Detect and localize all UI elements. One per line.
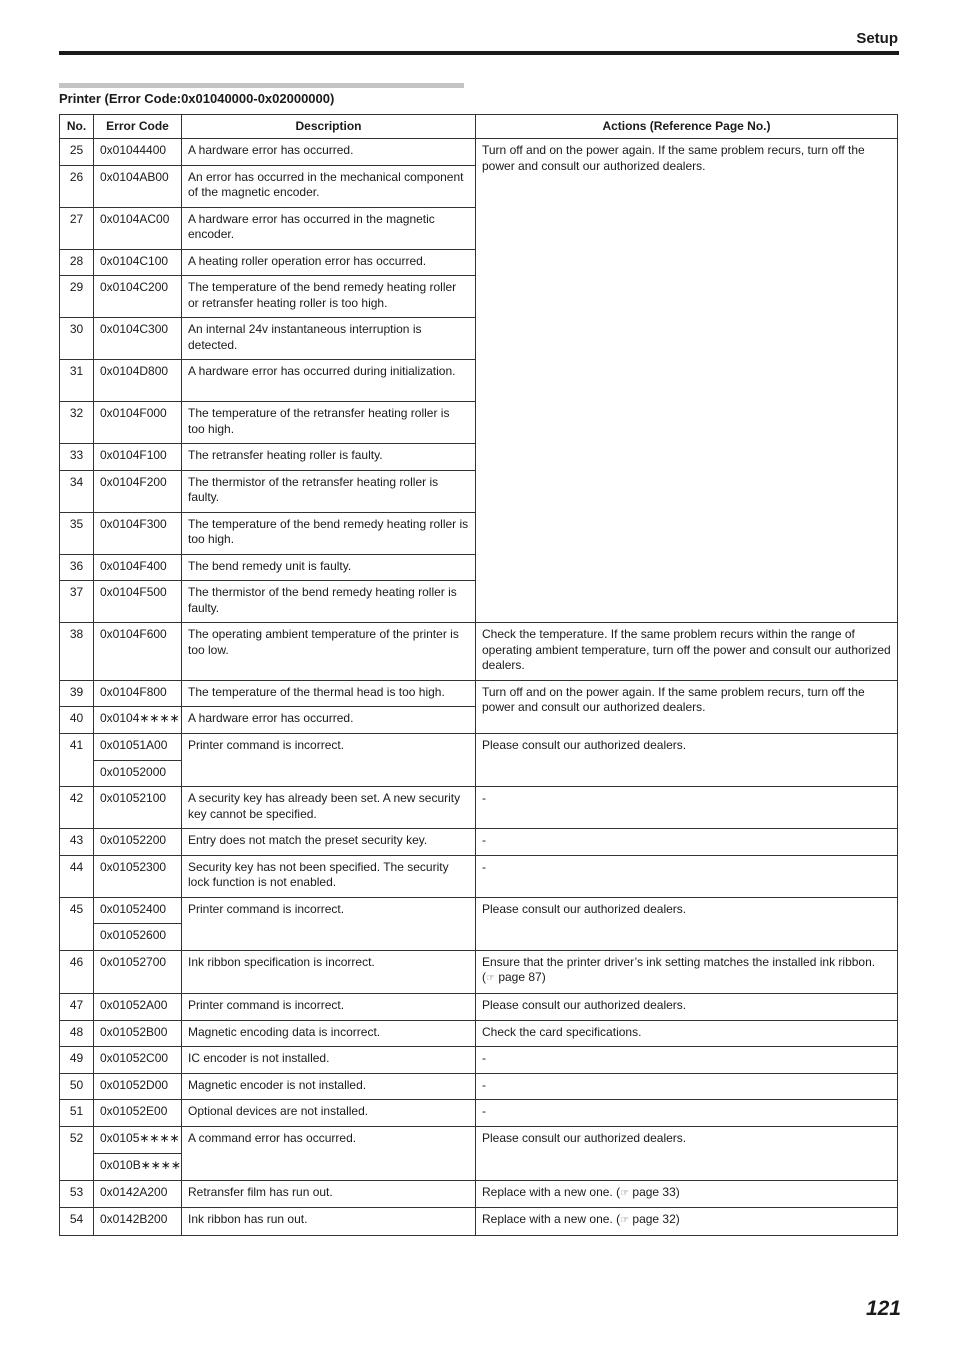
error-code: 0x0142B200 — [94, 1208, 182, 1236]
error-code: 0x0104F400 — [94, 554, 182, 581]
description: A hardware error has occurred. — [182, 707, 476, 734]
table-row — [60, 623, 898, 681]
row-number: 32 — [60, 402, 94, 444]
error-code: 0x01052200 — [94, 829, 182, 856]
error-code: 0x01052100 — [94, 787, 182, 829]
row-number: 43 — [60, 829, 94, 856]
error-code: 0x01052B00 — [94, 1020, 182, 1047]
row-number: 34 — [60, 470, 94, 512]
row-number: 45 — [60, 897, 94, 950]
section-header: Setup — [856, 30, 898, 47]
table-row — [60, 855, 898, 897]
description: Optional devices are not installed. — [182, 1100, 476, 1127]
row-number: 39 — [60, 680, 94, 707]
description: Printer command is incorrect. — [182, 897, 476, 950]
description: Printer command is incorrect. — [182, 734, 476, 787]
action: Please consult our authorized dealers. — [476, 1126, 898, 1180]
action-power-cycle: Turn off and on the power again. If the same problem recurs, turn off the power and consult our authorized dealers. — [476, 139, 898, 623]
description: Magnetic encoder is not installed. — [182, 1073, 476, 1100]
error-code: 0x0104∗∗∗∗ — [94, 707, 182, 734]
error-code: 0x01052C00 — [94, 1047, 182, 1074]
description: Ink ribbon has run out. — [182, 1208, 476, 1236]
error-code: 0x0104C200 — [94, 276, 182, 318]
action-text: Replace with a new one. — [482, 1184, 613, 1199]
error-code: 0x0104D800 — [94, 360, 182, 402]
pointing-hand-icon: ☞ — [486, 973, 495, 984]
table-row — [60, 139, 898, 166]
error-code: 0x01051A00 — [94, 734, 182, 761]
error-code: 0x0104F300 — [94, 512, 182, 554]
error-code-table — [59, 114, 898, 1236]
error-code: 0x01052300 — [94, 855, 182, 897]
table-row — [60, 829, 898, 856]
error-code: 0x0104F600 — [94, 623, 182, 681]
action: - — [476, 1100, 898, 1127]
description: Magnetic encoding data is incorrect. — [182, 1020, 476, 1047]
action: Please consult our authorized dealers. — [476, 993, 898, 1020]
error-code: 0x0104F200 — [94, 470, 182, 512]
row-number: 38 — [60, 623, 94, 681]
row-number: 27 — [60, 207, 94, 249]
table-row — [60, 1126, 898, 1153]
action: - — [476, 829, 898, 856]
row-number: 50 — [60, 1073, 94, 1100]
row-number: 48 — [60, 1020, 94, 1047]
description: A hardware error has occurred. — [182, 139, 476, 166]
error-code: 0x01052400 — [94, 897, 182, 924]
row-number: 52 — [60, 1126, 94, 1180]
error-code: 0x0104F800 — [94, 680, 182, 707]
row-number: 31 — [60, 360, 94, 402]
error-code: 0x01044400 — [94, 139, 182, 166]
error-code: 0x01052D00 — [94, 1073, 182, 1100]
table-row — [60, 787, 898, 829]
description: IC encoder is not installed. — [182, 1047, 476, 1074]
title-accent-bar — [59, 83, 464, 88]
row-number: 53 — [60, 1180, 94, 1208]
action: - — [476, 1073, 898, 1100]
action: Check the temperature. If the same problem recurs within the range of operating ambient temperature, turn off the power and consult our authorized dealers. — [476, 623, 898, 681]
action: Please consult our authorized dealers. — [476, 897, 898, 950]
table-header-row — [60, 115, 898, 139]
action: - — [476, 787, 898, 829]
row-number: 51 — [60, 1100, 94, 1127]
table-row — [60, 897, 898, 924]
description: A hardware error has occurred in the magnetic encoder. — [182, 207, 476, 249]
error-code: 0x0104AC00 — [94, 207, 182, 249]
table-title: Printer (Error Code:0x01040000-0x02000000) — [59, 91, 335, 106]
row-number: 33 — [60, 444, 94, 471]
row-number: 49 — [60, 1047, 94, 1074]
error-code: 0x01052700 — [94, 950, 182, 993]
action: Replace with a new one. (☞ page 32) — [476, 1208, 898, 1236]
description: A security key has already been set. A new security key cannot be specified. — [182, 787, 476, 829]
description: The thermistor of the bend remedy heating roller is faulty. — [182, 581, 476, 623]
row-number: 26 — [60, 165, 94, 207]
column-header-no: No. — [60, 115, 94, 139]
row-number: 35 — [60, 512, 94, 554]
row-number: 54 — [60, 1208, 94, 1236]
description: A command error has occurred. — [182, 1126, 476, 1180]
description: Retransfer film has run out. — [182, 1180, 476, 1208]
action-text: Ensure that the printer driver’s ink setting matches the installed ink ribbon. — [482, 954, 876, 969]
table-row — [60, 1020, 898, 1047]
row-number: 42 — [60, 787, 94, 829]
error-code: 0x0105∗∗∗∗ — [94, 1126, 182, 1153]
row-number: 28 — [60, 249, 94, 276]
error-code: 0x010B∗∗∗∗ — [94, 1153, 182, 1180]
pointing-hand-icon: ☞ — [620, 1215, 630, 1226]
row-number: 29 — [60, 276, 94, 318]
action: Check the card specifications. — [476, 1020, 898, 1047]
description: The operating ambient temperature of the printer is too low. — [182, 623, 476, 681]
action: - — [476, 1047, 898, 1074]
description: A hardware error has occurred during initialization. — [182, 360, 476, 402]
description: Printer command is incorrect. — [182, 993, 476, 1020]
error-code: 0x01052A00 — [94, 993, 182, 1020]
action-text: Replace with a new one. — [482, 1212, 613, 1226]
table-row — [60, 1047, 898, 1074]
table-row — [60, 1208, 898, 1236]
error-code: 0x0104C300 — [94, 318, 182, 360]
table-row — [60, 950, 898, 993]
page-number: 121 — [865, 1297, 901, 1320]
table-row — [60, 734, 898, 761]
error-code: 0x0104C100 — [94, 249, 182, 276]
row-number: 37 — [60, 581, 94, 623]
description: An error has occurred in the mechanical component of the magnetic encoder. — [182, 165, 476, 207]
action: Replace with a new one. (☞ page 33) — [476, 1180, 898, 1208]
error-code: 0x01052600 — [94, 924, 182, 951]
description: The temperature of the bend remedy heating roller is too high. — [182, 512, 476, 554]
page-reference[interactable]: page 87 — [498, 970, 542, 984]
action: Ensure that the printer driver’s ink setting matches the installed ink ribbon. (☞ page 87) — [476, 950, 898, 993]
description: The retransfer heating roller is faulty. — [182, 444, 476, 471]
table-row — [60, 1180, 898, 1208]
row-number: 36 — [60, 554, 94, 581]
table-row — [60, 680, 898, 707]
description: The bend remedy unit is faulty. — [182, 554, 476, 581]
row-number: 25 — [60, 139, 94, 166]
error-code: 0x01052000 — [94, 760, 182, 787]
description: A heating roller operation error has occurred. — [182, 249, 476, 276]
error-code: 0x0104F500 — [94, 581, 182, 623]
error-code: 0x0142A200 — [94, 1180, 182, 1208]
column-header-description: Description — [182, 115, 476, 139]
description: The temperature of the bend remedy heating roller or retransfer heating roller is too high. — [182, 276, 476, 318]
row-number: 41 — [60, 734, 94, 787]
row-number: 44 — [60, 855, 94, 897]
column-header-actions: Actions (Reference Page No.) — [476, 115, 898, 139]
row-number: 46 — [60, 950, 94, 993]
description: Entry does not match the preset security key. — [182, 829, 476, 856]
action: Please consult our authorized dealers. — [476, 734, 898, 787]
action-power-cycle: Turn off and on the power again. If the same problem recurs, turn off the power and consult our authorized dealers. — [476, 680, 898, 734]
header-rule — [59, 51, 899, 55]
column-header-error-code: Error Code — [94, 115, 182, 139]
error-code: 0x0104F100 — [94, 444, 182, 471]
pointing-hand-icon: ☞ — [620, 1187, 630, 1199]
page-reference[interactable]: page 32 — [632, 1212, 676, 1226]
action: - — [476, 855, 898, 897]
description: The temperature of the retransfer heating roller is too high. — [182, 402, 476, 444]
row-number: 30 — [60, 318, 94, 360]
row-number: 40 — [60, 707, 94, 734]
error-code: 0x0104F000 — [94, 402, 182, 444]
description: An internal 24v instantaneous interruption is detected. — [182, 318, 476, 360]
page-reference[interactable]: page 33 — [632, 1184, 676, 1199]
description: The temperature of the thermal head is too high. — [182, 680, 476, 707]
error-code: 0x01052E00 — [94, 1100, 182, 1127]
description: Security key has not been specified. The security lock function is not enabled. — [182, 855, 476, 897]
table-row — [60, 1073, 898, 1100]
error-code: 0x0104AB00 — [94, 165, 182, 207]
description: The thermistor of the retransfer heating roller is faulty. — [182, 470, 476, 512]
table-row — [60, 993, 898, 1020]
row-number: 47 — [60, 993, 94, 1020]
table-row — [60, 1100, 898, 1127]
description: Ink ribbon specification is incorrect. — [182, 950, 476, 993]
